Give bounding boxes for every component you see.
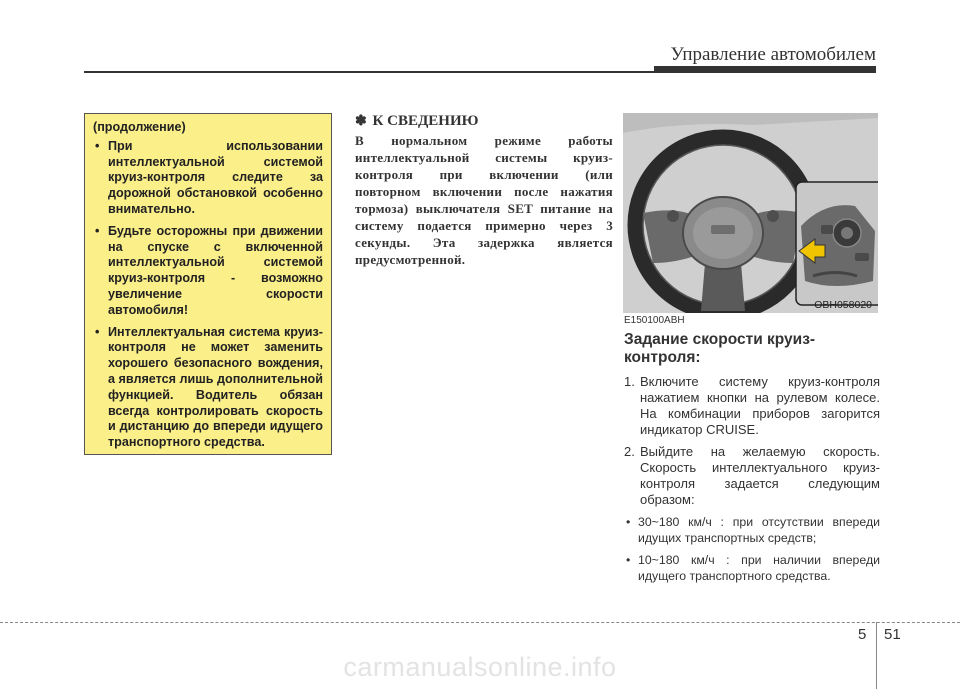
asterisk-icon: ✽	[355, 114, 367, 129]
step-number: 1.	[624, 374, 635, 389]
warning-item-text: Будьте осторожны при движении на спуске с включенной интеллектуальной системой круиз-контроля - возможно увеличение скорости автомобиля!	[108, 223, 323, 317]
chapter-number: 5	[858, 626, 867, 643]
speed-range-list	[624, 514, 880, 584]
watermark: carmanualsonline.info	[343, 652, 617, 682]
note-title-text: К СВЕДЕНИЮ	[372, 113, 479, 129]
warning-continued-label: (продолжение)	[93, 120, 186, 134]
warning-item-text: При использовании интеллектуальной системой круиз-контроля следите за дорожной обстановкой особенно внимательно.	[108, 138, 323, 216]
footer-rule	[0, 622, 960, 623]
steps-list	[624, 374, 880, 508]
note-title	[355, 113, 613, 130]
warning-item	[93, 224, 323, 319]
information-note	[355, 113, 613, 268]
note-body: В нормальном режиме работы интеллектуальной системы круиз-контроля при включении (или повторном включении после нажатия тормоза) выключателя SET питание на систему подается примерно через 3 секунды. Эта задержка является предусмотренной.	[355, 133, 613, 267]
bullet-icon: •	[95, 223, 100, 238]
bullet-icon: •	[626, 515, 631, 529]
page-header-title: Управление автомобилем	[670, 44, 876, 65]
speed-range-text: 10~180 км/ч : при наличии впереди идущего транспортного средства.	[638, 553, 880, 583]
steering-wheel-figure	[623, 113, 878, 313]
step-number: 2.	[624, 444, 635, 459]
warning-item	[93, 325, 323, 451]
bullet-icon: •	[626, 553, 631, 567]
warning-box	[84, 113, 332, 455]
section-code: E150100ABH	[624, 315, 685, 326]
speed-range-text: 30~180 км/ч : при отсутствии впереди идущих транспортных средств;	[638, 515, 880, 545]
step-item	[624, 374, 880, 438]
speed-range-item	[624, 514, 880, 546]
warning-list	[93, 139, 323, 451]
bullet-icon: •	[95, 324, 100, 339]
header-rule-accent	[654, 66, 876, 73]
figure-code: OBH058020	[814, 299, 872, 311]
warning-item-text: Интеллектуальная система круиз-контроля не может заменить хорошего безопасного вождения, а является лишь дополнительной функцией. Водитель обязан всегда контролировать скорость и дистанцию до впереди идущего транспортного средства.	[108, 324, 323, 450]
step-text: Выйдите на желаемую скорость. Скорость интеллектуального круиз-контроля задается следующим образом:	[640, 444, 880, 507]
speed-range-item	[624, 552, 880, 584]
cruise-control-switch-inset	[795, 181, 878, 306]
bullet-icon: •	[95, 138, 100, 153]
warning-item	[93, 139, 323, 218]
step-text: Включите систему круиз-контроля нажатием кнопки на рулевом колесе. На комбинации приборов загорится индикатор CRUISE.	[640, 374, 880, 437]
page-number: 51	[884, 626, 901, 643]
step-item	[624, 444, 880, 508]
section-set-speed	[624, 315, 880, 590]
section-title: Задание скорости круиз-контроля:	[624, 331, 816, 366]
